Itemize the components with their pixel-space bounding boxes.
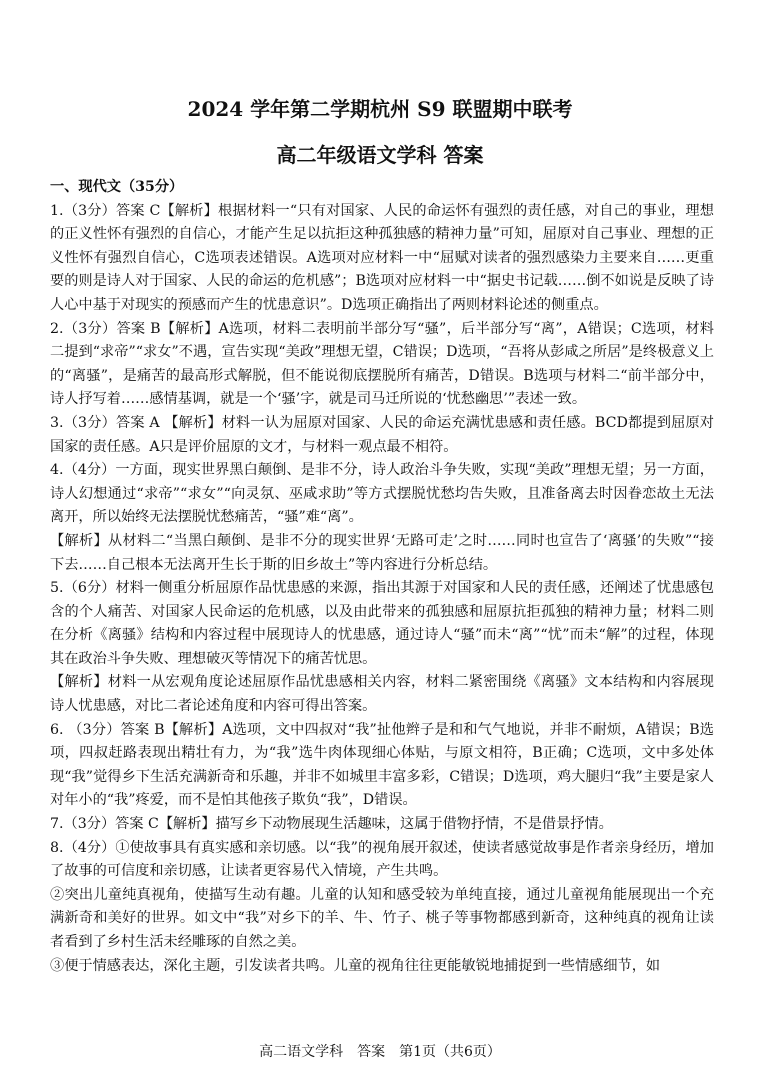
answer-paragraph: 4.（4分）一方面，现实世界黑白颠倒、是非不分，诗人政治斗争失败，实现“美政”理想无望；另一方面，诗人幻想通过“求帝”“求女”“向灵氛、巫咸求助”等方式摆脱忧愁均告失败，且准备离去时因眷恋故土无法离开，所以始终无法摆脱忧愁痛苦，“骚”难“离”。: [50, 462, 714, 526]
document-title: 2024 学年第二学期杭州 S9 联盟期中联考: [187, 97, 573, 121]
analysis-paragraph: 【解析】从材料二“当黑白颠倒、是非不分的现实世界‘无路可走’之时……同时也宣告了‘离骚’的失败”“接下去……自己根本无法离开生长于斯的旧乡故土”等内容进行分析总结。: [50, 532, 714, 573]
answer-point: ③便于情感表达，深化主题，引发读者共鸣。儿童的视角往往更能敏锐地捕捉到一些情感细节，如: [50, 957, 661, 974]
answer-paragraph: 5.（6分）材料一侧重分析屈原作品忧患感的来源，指出其源于对国家和人民的责任感，还阐述了忧患感包含的个人痛苦、对国家人民命运的危机感，以及由此带来的孤独感和屈原抗拒孤独的精神力量；材料二则在分析《离骚》结构和内容过程中展现诗人的忧患感，通过诗人“骚”而未“离”“忧”而未“解”的过程，体现其在政治斗争失败、理想破灭等情况下的痛苦忧思。: [50, 580, 714, 667]
answer-paragraph: 8.（4分）①使故事具有真实感和亲切感。以“我”的视角展开叙述，使读者感觉故事是作者亲身经历，增加了故事的可信度和亲切感，让读者更容易代入情境，产生共鸣。: [50, 839, 714, 880]
answer-paragraph: 6. （3分）答案 B【解析】A选项，文中四叔对“我”扯他辫子是和和气气地说，并非不耐烦，A错误；B选项，四叔赶路表现出精壮有力，为“我”选牛肉体现细心体贴，与原文相符，B正确；C选项，文中多处体现“我”觉得乡下生活充满新奇和乐趣，并非不如城里丰富多彩，C错误；D选项，鸡大腿归“我”主要是家人对年小的“我”疼爱，而不是怕其他孩子欺负“我”，D错误。: [50, 721, 714, 809]
analysis-paragraph: 【解析】材料一从宏观角度论述屈原作品忧患感相关内容，材料二紧密围绕《离骚》文本结构和内容展现诗人忧患感，对比二者论述角度和内容可得出答案。: [50, 674, 714, 715]
page-footer: 高二语文学科 答案 第1页（共6页）: [259, 1044, 501, 1060]
answer-paragraph: 3.（3分）答案 A 【解析】材料一认为屈原对国家、人民的命运充满忧患感和责任感。BCD都提到屈原对国家的责任感。A只是评价屈原的文才，与材料一观点最不相符。: [50, 414, 714, 455]
section-heading: 一、现代文（35分）: [50, 179, 184, 195]
answer-paragraph: 2.（3分）答案 B【解析】A选项，材料二表明前半部分写“骚”，后半部分写“离”，A错误；C选项，材料二提到“求帝”“求女”不遇，宣告实现“美政”理想无望，C错误；D选项，“吾将从彭咸之所居”是终极意义上的“离骚”，是痛苦的最高形式解脱，但不能说彻底摆脱所有痛苦，D错误。B选项与材料二“前半部分中，诗人抒写着……感情基调，就是一个‘骚’字，就是司马迁所说的‘忧愁幽思’”表述一致。: [50, 320, 714, 408]
answer-paragraph: 7.（3分）答案 C【解析】描写乡下动物展现生活趣味，这属于借物抒情，不是借景抒情。: [50, 816, 613, 833]
answer-content: [50, 176, 714, 978]
answer-point: ②突出儿童纯真视角，使描写生动有趣。儿童的认知和感受较为单纯直接，通过儿童视角能展现出一个充满新奇和美好的世界。如文中“我”对乡下的羊、牛、竹子、桃子等事物都感到新奇，这种纯真的视角让读者看到了乡村生活未经雕琢的自然之美。: [50, 886, 714, 950]
document-subtitle: 高二年级语文学科 答案: [276, 143, 484, 167]
answer-paragraph: 1.（3分）答案 C【解析】根据材料一“只有对国家、人民的命运怀有强烈的责任感，对自己的事业，理想的正义性怀有强烈的自信心，才能产生足以抗拒这种孤独感的精神力量”可知，屈原对自己事业、理想的正义性怀有强烈自信心，C选项表述错误。A选项对应材料一中“屈赋对读者的强烈感染力主要来自……更重要的则是诗人对于国家、人民的命运的危机感”；B选项对应材料一中“据史书记载……倒不如说是反映了诗人心中基于对现实的预感而产生的忧患意识”。D选项正确指出了两则材料论述的侧重点。: [50, 202, 714, 313]
